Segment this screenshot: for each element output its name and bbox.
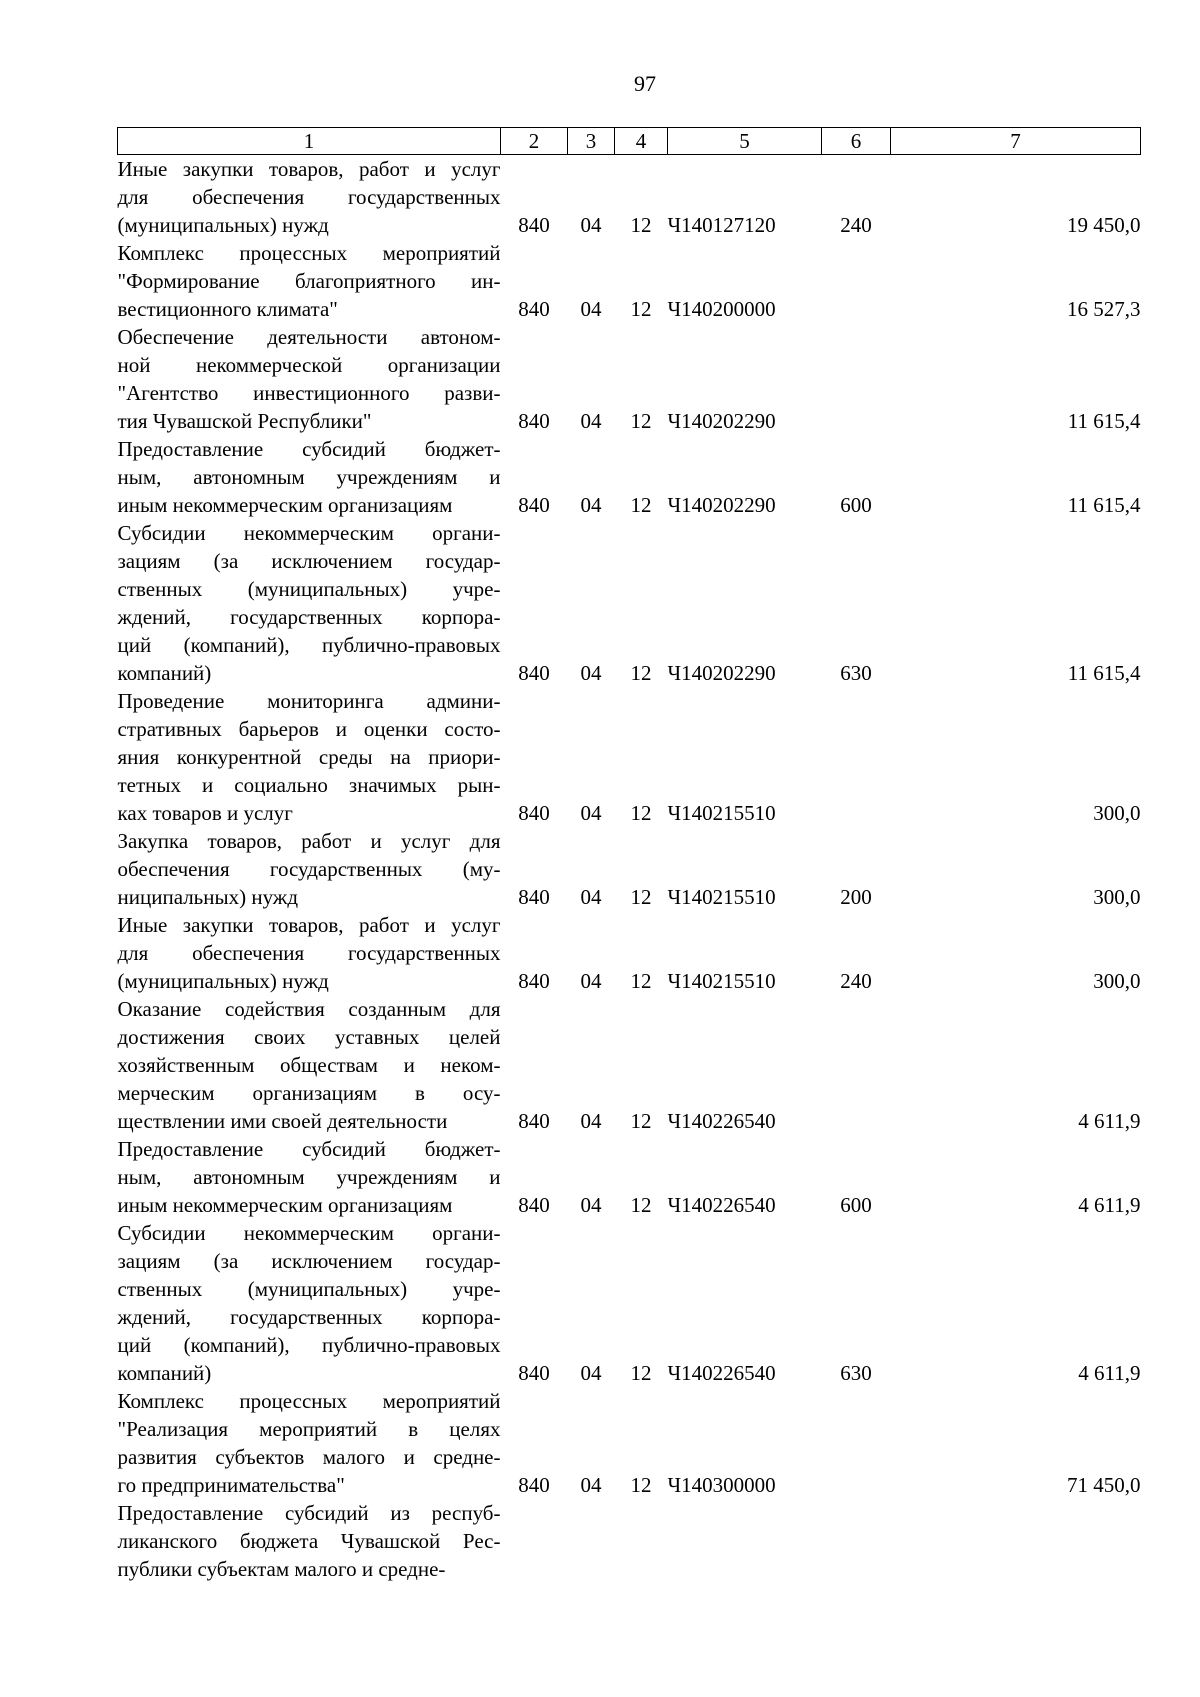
row-name-line: мерческим организациям в осу- bbox=[117, 1081, 501, 1105]
cell-section: 04 bbox=[580, 297, 602, 321]
row-name-line: Предоставление субсидий из респуб- bbox=[117, 1501, 501, 1525]
row-name-line: "Формирование благоприятного ин- bbox=[117, 269, 501, 293]
table-row bbox=[118, 155, 1141, 240]
cell-section: 04 bbox=[580, 409, 602, 433]
table-row bbox=[118, 323, 1141, 435]
row-name bbox=[118, 239, 501, 323]
row-name-line: зациям (за исключением государ- bbox=[117, 549, 501, 573]
row-name bbox=[118, 687, 501, 827]
row-name-line: развития субъектов малого и средне- bbox=[117, 1445, 501, 1469]
cell-subsection: 12 bbox=[630, 1361, 652, 1385]
cell-section: 04 bbox=[580, 661, 602, 685]
budget-table bbox=[117, 127, 1141, 1583]
cell-ministry-code: 840 bbox=[518, 1193, 550, 1217]
column-header-1: 1 bbox=[118, 128, 501, 155]
cell-target-article: Ч140215510 bbox=[667, 885, 776, 909]
cell-target-article: Ч140215510 bbox=[667, 969, 776, 993]
cell-ministry-code: 840 bbox=[518, 1361, 550, 1385]
cell-expense-type bbox=[822, 995, 891, 1135]
cell-subsection: 12 bbox=[630, 409, 652, 433]
row-name-line: (муниципальных) нужд bbox=[117, 969, 329, 993]
row-name-line: Обеспечение деятельности автоном- bbox=[117, 325, 501, 349]
cell-target-article: Ч140226540 bbox=[667, 1193, 776, 1217]
cell-target-article: Ч140226540 bbox=[667, 1361, 776, 1385]
cell-ministry-code: 840 bbox=[518, 297, 550, 321]
row-name-line: ственных (муниципальных) учре- bbox=[117, 1277, 501, 1301]
row-name bbox=[118, 323, 501, 435]
table-row bbox=[118, 1219, 1141, 1387]
row-name bbox=[118, 1387, 501, 1499]
cell-ministry-code bbox=[501, 1499, 568, 1583]
cell-amount: 300,0 bbox=[1093, 969, 1141, 993]
cell-amount: 4 611,9 bbox=[1078, 1193, 1141, 1217]
cell-subsection: 12 bbox=[630, 1193, 652, 1217]
row-name-line: для обеспечения государственных bbox=[117, 185, 501, 209]
cell-expense-type bbox=[822, 239, 891, 323]
row-name-line: для обеспечения государственных bbox=[117, 941, 501, 965]
row-name-line: (муниципальных) нужд bbox=[117, 213, 329, 237]
cell-expense-type: 630 bbox=[840, 1361, 872, 1385]
cell-target-article bbox=[668, 1499, 822, 1583]
row-name-line: достижения своих уставных целей bbox=[117, 1025, 501, 1049]
row-name-line: тетных и социально значимых рын- bbox=[117, 773, 501, 797]
row-name-line: ственных (муниципальных) учре- bbox=[117, 577, 501, 601]
row-name-line: Закупка товаров, работ и услуг для bbox=[117, 829, 501, 853]
row-name bbox=[118, 155, 501, 240]
row-name-line: ций (компаний), публично-правовых bbox=[117, 633, 501, 657]
row-name-line: "Реализация мероприятий в целях bbox=[117, 1417, 501, 1441]
row-name-line: Иные закупки товаров, работ и услуг bbox=[117, 157, 501, 181]
cell-amount: 11 615,4 bbox=[1067, 661, 1141, 685]
table-row bbox=[118, 435, 1141, 519]
row-name-line: ным, автономным учреждениям и bbox=[117, 465, 501, 489]
table-row bbox=[118, 519, 1141, 687]
cell-target-article: Ч140200000 bbox=[667, 297, 776, 321]
table-header-row bbox=[118, 128, 1141, 155]
row-name-line: публики субъектам малого и средне- bbox=[117, 1557, 446, 1581]
row-name-line: Иные закупки товаров, работ и услуг bbox=[117, 913, 501, 937]
row-name bbox=[118, 1219, 501, 1387]
row-name-line: Комплекс процессных мероприятий bbox=[117, 241, 501, 265]
cell-section: 04 bbox=[580, 969, 602, 993]
row-name-line: ждений, государственных корпора- bbox=[117, 605, 501, 629]
cell-subsection: 12 bbox=[630, 213, 652, 237]
row-name-line: Субсидии некоммерческим органи- bbox=[117, 521, 501, 545]
cell-amount: 300,0 bbox=[1093, 885, 1141, 909]
cell-expense-type bbox=[822, 1387, 891, 1499]
table-row bbox=[118, 687, 1141, 827]
row-name-line: Субсидии некоммерческим органи- bbox=[117, 1221, 501, 1245]
cell-amount: 19 450,0 bbox=[1067, 213, 1141, 237]
cell-ministry-code: 840 bbox=[518, 493, 550, 517]
table-row bbox=[118, 1387, 1141, 1499]
cell-subsection bbox=[615, 1499, 668, 1583]
cell-target-article: Ч140226540 bbox=[667, 1109, 776, 1133]
row-name-line: хозяйственным обществам и неком- bbox=[117, 1053, 501, 1077]
cell-subsection: 12 bbox=[630, 661, 652, 685]
cell-subsection: 12 bbox=[630, 969, 652, 993]
row-name-line: Предоставление субсидий бюджет- bbox=[117, 437, 501, 461]
cell-section: 04 bbox=[580, 213, 602, 237]
row-name bbox=[118, 995, 501, 1135]
row-name-line: компаний) bbox=[117, 1361, 212, 1385]
cell-section: 04 bbox=[580, 493, 602, 517]
cell-section: 04 bbox=[580, 885, 602, 909]
row-name-line: зациям (за исключением государ- bbox=[117, 1249, 501, 1273]
cell-section: 04 bbox=[580, 1109, 602, 1133]
cell-ministry-code: 840 bbox=[518, 1109, 550, 1133]
column-header-2: 2 bbox=[501, 128, 568, 155]
column-header-6: 6 bbox=[822, 128, 891, 155]
cell-expense-type: 600 bbox=[840, 1193, 872, 1217]
row-name-line: компаний) bbox=[117, 661, 212, 685]
cell-target-article: Ч140202290 bbox=[667, 409, 776, 433]
cell-target-article: Ч140202290 bbox=[667, 493, 776, 517]
row-name-line: обеспечения государственных (му- bbox=[117, 857, 501, 881]
cell-amount: 71 450,0 bbox=[1067, 1473, 1141, 1497]
cell-target-article: Ч140202290 bbox=[667, 661, 776, 685]
table-row bbox=[118, 911, 1141, 995]
table-row bbox=[118, 1135, 1141, 1219]
row-name-line: вестиционного климата" bbox=[117, 297, 338, 321]
row-name-line: тия Чувашской Республики" bbox=[117, 409, 372, 433]
column-header-7: 7 bbox=[891, 128, 1141, 155]
row-name-line: стративных барьеров и оценки состо- bbox=[117, 717, 501, 741]
cell-amount bbox=[891, 1499, 1141, 1583]
cell-ministry-code: 840 bbox=[518, 661, 550, 685]
column-header-4: 4 bbox=[615, 128, 668, 155]
cell-section bbox=[568, 1499, 615, 1583]
cell-section: 04 bbox=[580, 1361, 602, 1385]
cell-subsection: 12 bbox=[630, 1109, 652, 1133]
cell-subsection: 12 bbox=[630, 493, 652, 517]
cell-expense-type: 630 bbox=[840, 661, 872, 685]
cell-ministry-code: 840 bbox=[518, 409, 550, 433]
cell-amount: 11 615,4 bbox=[1067, 409, 1141, 433]
row-name bbox=[118, 1499, 501, 1583]
row-name bbox=[118, 435, 501, 519]
row-name-line: Оказание содействия созданным для bbox=[117, 997, 501, 1021]
row-name-line: ществлении ими своей деятельности bbox=[117, 1109, 448, 1133]
cell-subsection: 12 bbox=[630, 297, 652, 321]
cell-expense-type: 240 bbox=[840, 213, 872, 237]
row-name-line: ным, автономным учреждениям и bbox=[117, 1165, 501, 1189]
cell-ministry-code: 840 bbox=[518, 801, 550, 825]
table-row bbox=[118, 827, 1141, 911]
cell-target-article: Ч140127120 bbox=[667, 213, 776, 237]
cell-section: 04 bbox=[580, 1473, 602, 1497]
cell-subsection: 12 bbox=[630, 1473, 652, 1497]
cell-amount: 16 527,3 bbox=[1067, 297, 1141, 321]
row-name-line: яния конкурентной среды на приори- bbox=[117, 745, 501, 769]
row-name-line: иным некоммерческим организациям bbox=[117, 1193, 453, 1217]
row-name-line: ной некоммерческой организации bbox=[117, 353, 501, 377]
row-name bbox=[118, 911, 501, 995]
row-name-line: иным некоммерческим организациям bbox=[117, 493, 453, 517]
row-name-line: ках товаров и услуг bbox=[117, 801, 293, 825]
cell-amount: 4 611,9 bbox=[1078, 1361, 1141, 1385]
row-name-line: Предоставление субсидий бюджет- bbox=[117, 1137, 501, 1161]
table-row bbox=[118, 239, 1141, 323]
cell-ministry-code: 840 bbox=[518, 1473, 550, 1497]
cell-section: 04 bbox=[580, 1193, 602, 1217]
cell-expense-type bbox=[822, 687, 891, 827]
row-name-line: ждений, государственных корпора- bbox=[117, 1305, 501, 1329]
page-number: 97 bbox=[634, 71, 656, 96]
row-name bbox=[118, 519, 501, 687]
cell-section: 04 bbox=[580, 801, 602, 825]
row-name-line: ций (компаний), публично-правовых bbox=[117, 1333, 501, 1357]
row-name bbox=[118, 1135, 501, 1219]
cell-amount: 300,0 bbox=[1093, 801, 1141, 825]
table-row bbox=[118, 1499, 1141, 1583]
table-row bbox=[118, 995, 1141, 1135]
column-header-5: 5 bbox=[668, 128, 822, 155]
cell-expense-type bbox=[822, 1499, 891, 1583]
table-body bbox=[118, 155, 1141, 1584]
cell-subsection: 12 bbox=[630, 801, 652, 825]
cell-ministry-code: 840 bbox=[518, 213, 550, 237]
cell-amount: 11 615,4 bbox=[1067, 493, 1141, 517]
row-name-line: го предпринимательства" bbox=[117, 1473, 345, 1497]
row-name-line: "Агентство инвестиционного разви- bbox=[117, 381, 501, 405]
cell-amount: 4 611,9 bbox=[1078, 1109, 1141, 1133]
row-name-line: Комплекс процессных мероприятий bbox=[117, 1389, 501, 1413]
cell-target-article: Ч140300000 bbox=[667, 1473, 776, 1497]
cell-target-article: Ч140215510 bbox=[667, 801, 776, 825]
row-name-line: Проведение мониторинга админи- bbox=[117, 689, 501, 713]
column-header-3: 3 bbox=[568, 128, 615, 155]
row-name-line: ликанского бюджета Чувашской Рес- bbox=[117, 1529, 501, 1553]
cell-subsection: 12 bbox=[630, 885, 652, 909]
row-name bbox=[118, 827, 501, 911]
cell-ministry-code: 840 bbox=[518, 969, 550, 993]
cell-expense-type: 600 bbox=[840, 493, 872, 517]
cell-expense-type: 200 bbox=[840, 885, 872, 909]
cell-expense-type: 240 bbox=[840, 969, 872, 993]
cell-ministry-code: 840 bbox=[518, 885, 550, 909]
row-name-line: ниципальных) нужд bbox=[117, 885, 298, 909]
cell-expense-type bbox=[822, 323, 891, 435]
